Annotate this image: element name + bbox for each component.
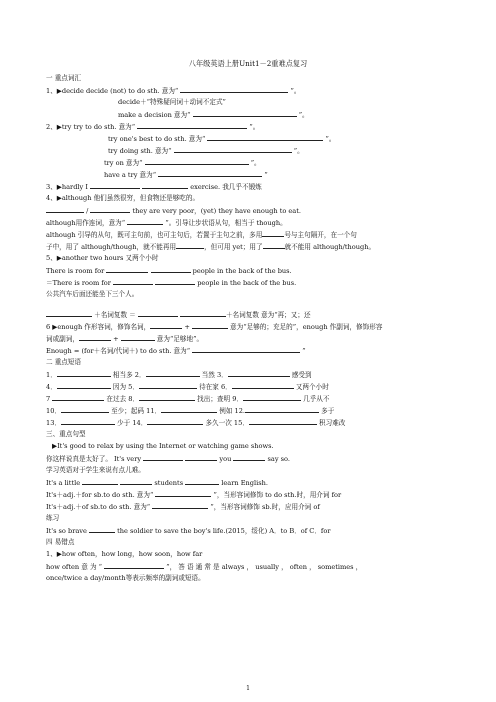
- fill-in-blank[interactable]: [137, 122, 247, 129]
- line-text: 6 ▶enough 作形容词，修饰名词，: [46, 323, 151, 331]
- line-text: ”: [300, 347, 306, 355]
- fill-in-blank[interactable]: [185, 454, 217, 461]
- line-text: ”。: [248, 159, 261, 167]
- fill-in-blank[interactable]: [249, 418, 317, 425]
- line-text: +: [182, 323, 192, 331]
- fill-in-blank[interactable]: [143, 454, 183, 461]
- line-text: 3、▶hardly I: [46, 183, 91, 191]
- line-text: although用作连词，意为“: [46, 219, 128, 227]
- text-line: [46, 514, 59, 523]
- line-text: ”。: [247, 123, 260, 131]
- line-text: 5、▶another two hours 又两个小时: [46, 254, 159, 262]
- fill-in-blank[interactable]: [90, 182, 140, 189]
- line-text: ”。: [291, 147, 304, 155]
- text-line: [46, 254, 158, 263]
- text-line: [108, 146, 304, 156]
- fill-in-blank[interactable]: [138, 310, 178, 317]
- line-text: try doing sth. 意为“: [108, 147, 174, 155]
- fill-in-blank[interactable]: [232, 382, 294, 389]
- text-line: [46, 346, 306, 356]
- line-text: make a decision 意为“: [118, 111, 193, 119]
- fill-in-blank[interactable]: [104, 562, 164, 569]
- line-text: 当然 3．: [199, 371, 228, 379]
- line-text: 在过去 8．: [104, 395, 140, 403]
- line-text: 练习: [46, 514, 60, 522]
- line-text: 三、重点句型: [46, 430, 86, 438]
- fill-in-blank[interactable]: [152, 502, 208, 509]
- line-text: 例如 12.: [217, 407, 246, 415]
- fill-in-blank[interactable]: [57, 382, 111, 389]
- fill-in-blank[interactable]: [146, 370, 200, 377]
- text-line: [104, 170, 268, 180]
- line-text: It's so brave: [46, 527, 90, 535]
- fill-in-blank[interactable]: [228, 370, 290, 377]
- text-line: [46, 574, 205, 583]
- fill-in-blank[interactable]: [142, 182, 188, 189]
- line-text: ”: [262, 171, 268, 179]
- fill-in-blank[interactable]: [145, 158, 249, 165]
- text-line: [46, 182, 262, 192]
- text-line: [46, 86, 300, 96]
- text-line: [46, 358, 81, 367]
- line-text: It's＋adj.＋for sb.to do sth. 意为“: [46, 491, 156, 499]
- line-text: try on 意为“: [104, 159, 145, 167]
- text-line: [46, 194, 199, 203]
- text-line: [118, 98, 226, 107]
- line-text: ”， 答 语 通 常 是 always ， usually ， often ， sometimes ，: [164, 563, 363, 571]
- line-text: 4．: [46, 383, 57, 391]
- line-text: +: [110, 335, 121, 343]
- line-text: students: [152, 479, 186, 487]
- line-text: say so.: [265, 455, 291, 463]
- line-text: 1、▶decide decide (not) to do sth. 意为“: [46, 87, 181, 95]
- line-text: Enough = (for＋名词/代词＋) to do sth. 意为“: [46, 347, 193, 355]
- line-text: 多于: [319, 407, 335, 415]
- line-text: ，但可用 yet；用了: [204, 243, 263, 251]
- text-line: [46, 322, 382, 332]
- text-line: [46, 74, 81, 83]
- fill-in-blank[interactable]: [139, 382, 197, 389]
- line-text: ”。: [296, 111, 309, 119]
- line-text: 1、▶how often，how long，how soon，how far: [46, 550, 203, 558]
- line-text: 公共汽车后面还能坐下三个人。: [46, 290, 139, 298]
- line-text: 13．: [46, 419, 61, 427]
- fill-in-blank[interactable]: [139, 394, 195, 401]
- fill-in-blank[interactable]: [245, 406, 319, 413]
- line-text: 感受到: [289, 371, 312, 379]
- line-text: decide＋“特殊疑问词＋动词不定式”: [118, 98, 226, 106]
- fill-in-blank[interactable]: [207, 134, 323, 141]
- text-line: [46, 266, 292, 276]
- fill-in-blank[interactable]: [193, 110, 297, 117]
- line-text: 因为 5．: [110, 383, 139, 391]
- text-line: [46, 122, 259, 132]
- text-line: [46, 478, 268, 488]
- fill-in-blank[interactable]: [52, 394, 104, 401]
- line-text: ”，当形容词修饰 to do sth.时，用介词 for: [211, 491, 342, 499]
- line-text: 几乎从不: [301, 395, 330, 403]
- line-text: 词或副词，: [46, 335, 79, 343]
- line-text: /: [84, 207, 91, 215]
- fill-in-blank[interactable]: [79, 334, 111, 341]
- line-text: 少于 14．: [114, 419, 148, 427]
- text-line: [46, 538, 74, 547]
- fill-in-blank[interactable]: [120, 478, 152, 485]
- line-text: try one's best to do sth. 意为“: [108, 135, 208, 143]
- line-text: they are very poor，(yet) they have enough to eat.: [130, 207, 301, 215]
- text-line: [46, 526, 331, 536]
- line-text: ▶It's good to relax by using the Internet or watching game shows.: [52, 442, 274, 450]
- line-text: you: [217, 455, 234, 463]
- line-text: 意为“足够地”。: [154, 335, 204, 343]
- fill-in-blank[interactable]: [82, 478, 118, 485]
- line-text: 相当多 2．: [110, 371, 146, 379]
- text-line: [108, 134, 335, 144]
- text-line: [46, 334, 203, 344]
- line-text: 二 重点短语: [46, 358, 82, 366]
- line-text: the soldier to save the boy's life.(2015，绥化) A．to B．of C．for: [115, 527, 331, 535]
- line-text: ”。: [288, 87, 301, 95]
- line-text: 四 易错点: [46, 538, 75, 546]
- line-text: people in the back of the bus.: [190, 267, 292, 275]
- text-line: [46, 382, 329, 392]
- line-text: 至少；起码 11．: [108, 407, 162, 415]
- line-text: 意为“足够的；充足的”，enough 作副词，修饰形容: [227, 323, 383, 331]
- fill-in-blank[interactable]: [180, 310, 226, 317]
- line-text: 待在家 6．: [196, 383, 232, 391]
- text-line: [46, 466, 145, 475]
- line-text: 积习难改: [316, 419, 346, 427]
- line-text: learn English.: [219, 479, 268, 487]
- text-line: [52, 442, 274, 451]
- line-text: 学习英语对于学生来说有点儿难。: [46, 466, 145, 474]
- line-text: ＝There is room for: [46, 279, 113, 287]
- line-text: 子中，用了 although/though，就不能再用: [46, 243, 177, 251]
- page-number: 1: [246, 685, 250, 692]
- line-text: 4、▶although 他们虽然很穷，但食物还是够吃的。: [46, 194, 200, 202]
- text-line: [46, 454, 290, 464]
- line-text: It's＋adj.＋of sb.to do sth. 意为“: [46, 503, 153, 511]
- line-text: 7: [46, 395, 53, 403]
- line-text: 10．: [46, 407, 61, 415]
- fill-in-blank[interactable]: [185, 478, 219, 485]
- line-text: There is room for: [46, 267, 107, 275]
- text-line: [46, 242, 375, 252]
- fill-in-blank[interactable]: [180, 86, 288, 93]
- text-line: [46, 370, 312, 380]
- line-text: 就不能用 although/though。: [284, 243, 376, 251]
- text-line: [46, 406, 334, 416]
- line-text: 一 重点词汇: [46, 74, 82, 82]
- fill-in-blank[interactable]: [57, 370, 111, 377]
- line-text: although 引导的从句，既可主句前，也可主句后，若置于主句之前，多用: [46, 231, 263, 239]
- fill-in-blank[interactable]: [155, 278, 195, 285]
- line-text: ”。引导让步状语从句，相当于 though。: [163, 219, 287, 227]
- fill-in-blank[interactable]: [113, 278, 153, 285]
- text-line: [46, 278, 296, 288]
- fill-in-blank[interactable]: [192, 322, 228, 329]
- fill-in-blank[interactable]: [89, 526, 115, 533]
- fill-in-blank[interactable]: [174, 146, 292, 153]
- fill-in-blank[interactable]: [61, 406, 109, 413]
- document-title: 八年级英语上册Unit1－2重难点复习: [188, 59, 308, 68]
- line-text: 你这样说真是太好了。 It's very: [46, 455, 144, 463]
- fill-in-blank[interactable]: [176, 242, 204, 249]
- line-text: 号与主句隔开，在一个句: [284, 231, 357, 239]
- line-text: ”。: [323, 135, 336, 143]
- text-line: [46, 430, 86, 439]
- line-text: 多久一次 15．: [203, 419, 249, 427]
- fill-in-blank[interactable]: [106, 266, 148, 273]
- fill-in-blank[interactable]: [90, 206, 130, 213]
- line-text: exercise. 我几乎不锻炼: [188, 183, 262, 191]
- text-line: [46, 394, 330, 404]
- text-line: [46, 490, 341, 500]
- fill-in-blank[interactable]: [121, 334, 155, 341]
- fill-in-blank[interactable]: [233, 454, 265, 461]
- fill-in-blank[interactable]: [127, 218, 163, 225]
- text-line: [46, 290, 138, 299]
- fill-in-blank[interactable]: [46, 310, 92, 317]
- fill-in-blank[interactable]: [151, 266, 191, 273]
- line-text: ”，当形容词修饰 sb.时，应用介词 of: [208, 503, 320, 511]
- line-text: 又两个小时: [293, 383, 329, 391]
- text-line: [46, 206, 301, 216]
- line-text: 1．: [46, 371, 57, 379]
- line-text: It's a little: [46, 479, 83, 487]
- fill-in-blank[interactable]: [155, 490, 211, 497]
- fill-in-blank[interactable]: [192, 346, 300, 353]
- fill-in-blank[interactable]: [150, 322, 182, 329]
- line-text: have a try 意为“: [104, 171, 159, 179]
- fill-in-blank[interactable]: [243, 394, 301, 401]
- text-line: [46, 310, 311, 320]
- text-line: [46, 550, 202, 559]
- text-line: [46, 502, 320, 512]
- line-text: ＋名词复数 意为“再；又；还: [225, 311, 311, 319]
- line-text: how often 意 为 “: [46, 563, 105, 571]
- fill-in-blank[interactable]: [147, 418, 203, 425]
- text-line: [46, 230, 357, 240]
- fill-in-blank[interactable]: [263, 242, 285, 249]
- text-line: [118, 110, 309, 120]
- line-text: once/twice a day/month等表示频率的副词或短语。: [46, 574, 205, 582]
- text-line: [104, 158, 261, 168]
- fill-in-blank[interactable]: [61, 418, 115, 425]
- text-line: [46, 218, 287, 228]
- fill-in-blank[interactable]: [158, 170, 262, 177]
- line-text: 2、▶try try to do sth. 意为“: [46, 123, 138, 131]
- fill-in-blank[interactable]: [46, 206, 84, 213]
- line-text: ＋名词复数 ＝: [92, 311, 138, 319]
- line-text: people in the back of the bus.: [195, 279, 297, 287]
- fill-in-blank[interactable]: [262, 230, 284, 237]
- fill-in-blank[interactable]: [161, 406, 217, 413]
- text-line: [46, 562, 362, 572]
- line-text: 找出；查明 9．: [195, 395, 244, 403]
- text-line: [46, 418, 345, 428]
